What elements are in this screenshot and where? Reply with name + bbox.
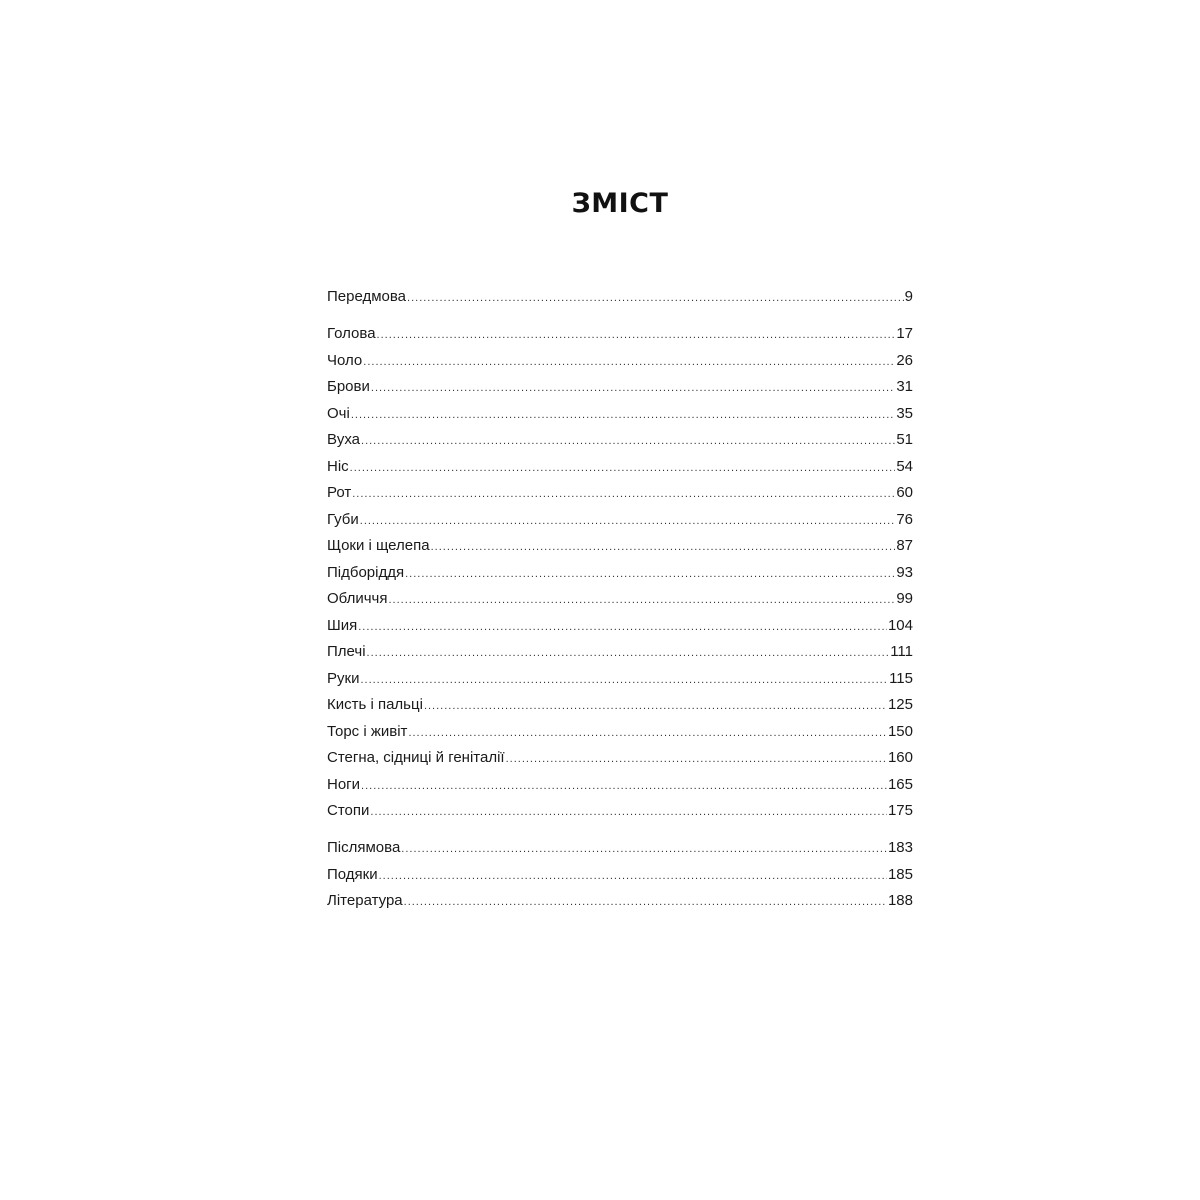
dot-leader	[379, 863, 887, 890]
toc-entry	[327, 719, 913, 746]
toc-entry	[327, 374, 913, 401]
toc-entry	[327, 507, 913, 534]
toc-entry-page-number: 175	[887, 802, 913, 819]
toc-entry-title: Післямова	[327, 839, 401, 856]
toc-section	[327, 835, 913, 915]
toc-entry	[327, 401, 913, 428]
toc-entry-title: Щоки і щелепа	[327, 537, 430, 554]
toc-entry-page-number: 150	[887, 722, 913, 740]
toc-entry-page-number: 76	[896, 510, 913, 528]
toc-entry	[327, 613, 913, 640]
toc-entry-title: Рот	[327, 484, 352, 501]
dot-leader	[401, 836, 887, 863]
toc-entry-page-number: 188	[887, 892, 913, 909]
toc-entry	[327, 745, 913, 772]
toc-entry-page-number: 115	[889, 669, 913, 687]
toc-entry	[327, 692, 913, 719]
toc-entry-page-number: 99	[896, 590, 913, 607]
toc-section	[327, 284, 913, 311]
dot-leader	[424, 693, 887, 720]
dot-leader	[361, 428, 895, 455]
toc-entry-page-number: 183	[887, 839, 913, 856]
toc-entry	[327, 586, 913, 613]
toc-entry-page-number: 93	[896, 563, 913, 581]
dot-leader	[367, 640, 890, 667]
toc-entry-title: Чоло	[327, 351, 363, 369]
dot-leader	[405, 561, 895, 588]
dot-leader	[370, 799, 887, 826]
toc-entry	[327, 348, 913, 375]
toc-entry-title: Руки	[327, 669, 360, 687]
toc-entry-page-number: 60	[896, 484, 913, 501]
toc-entry-title: Брови	[327, 378, 370, 395]
toc-entry	[327, 666, 913, 693]
dot-leader	[352, 481, 895, 508]
dot-leader	[358, 614, 887, 641]
dot-leader	[371, 375, 895, 402]
toc-entry	[327, 862, 913, 889]
toc-entry-page-number: 9	[904, 288, 913, 305]
dot-leader	[350, 455, 896, 482]
dot-leader	[377, 322, 896, 349]
toc-entry-title: Кисть і пальці	[327, 696, 423, 713]
toc-entry-page-number: 54	[896, 457, 913, 475]
toc-entry-title: Ноги	[327, 775, 361, 793]
toc-entry	[327, 533, 913, 560]
toc-entry-title: Література	[327, 892, 403, 909]
toc-entry-page-number: 160	[887, 749, 913, 766]
toc-entry	[327, 427, 913, 454]
dot-leader	[506, 746, 887, 773]
toc-entry-title: Стегна, сідниці й геніталії	[327, 749, 505, 766]
toc-entry	[327, 798, 913, 825]
toc-entry	[327, 321, 913, 348]
dot-leader	[388, 587, 895, 614]
toc-entry-page-number: 35	[896, 404, 913, 422]
toc-entry	[327, 480, 913, 507]
toc-entry-title: Очі	[327, 404, 350, 422]
toc-entry-title: Шия	[327, 616, 358, 634]
table-of-contents	[327, 284, 913, 915]
toc-entry-title: Підборіддя	[327, 563, 405, 581]
dot-leader	[404, 889, 887, 916]
page-title: ЗМІСТ	[571, 188, 669, 219]
toc-entry	[327, 888, 913, 915]
toc-entry-title: Плечі	[327, 643, 366, 660]
toc-entry	[327, 560, 913, 587]
toc-entry-title: Передмова	[327, 288, 407, 305]
toc-entry-page-number: 111	[890, 643, 913, 660]
toc-entry-title: Стопи	[327, 802, 370, 819]
toc-entry-title: Торс і живіт	[327, 722, 408, 740]
toc-entry-page-number: 87	[896, 537, 913, 554]
dot-leader	[407, 285, 904, 312]
dot-leader	[351, 402, 895, 429]
toc-entry-page-number: 104	[887, 616, 913, 634]
toc-entry	[327, 772, 913, 799]
toc-entry-title: Обличчя	[327, 590, 388, 607]
dot-leader	[408, 720, 887, 747]
toc-entry-title: Губи	[327, 510, 359, 528]
toc-entry	[327, 835, 913, 862]
toc-entry-page-number: 125	[887, 696, 913, 713]
toc-entry-title: Подяки	[327, 865, 378, 883]
toc-entry-page-number: 165	[887, 775, 913, 793]
toc-entry-page-number: 26	[896, 351, 913, 369]
toc-section	[327, 321, 913, 825]
toc-entry-page-number: 17	[896, 325, 913, 342]
dot-leader	[363, 349, 895, 376]
toc-entry-page-number: 185	[887, 865, 913, 883]
toc-entry	[327, 454, 913, 481]
dot-leader	[431, 534, 896, 561]
toc-entry	[327, 639, 913, 666]
toc-entry-title: Ніс	[327, 457, 349, 475]
dot-leader	[361, 773, 887, 800]
toc-entry-title: Вуха	[327, 431, 361, 448]
toc-entry	[327, 284, 913, 311]
toc-entry-title: Голова	[327, 325, 376, 342]
dot-leader	[360, 667, 888, 694]
toc-entry-page-number: 51	[896, 431, 913, 448]
dot-leader	[360, 508, 896, 535]
toc-entry-page-number: 31	[896, 378, 913, 395]
